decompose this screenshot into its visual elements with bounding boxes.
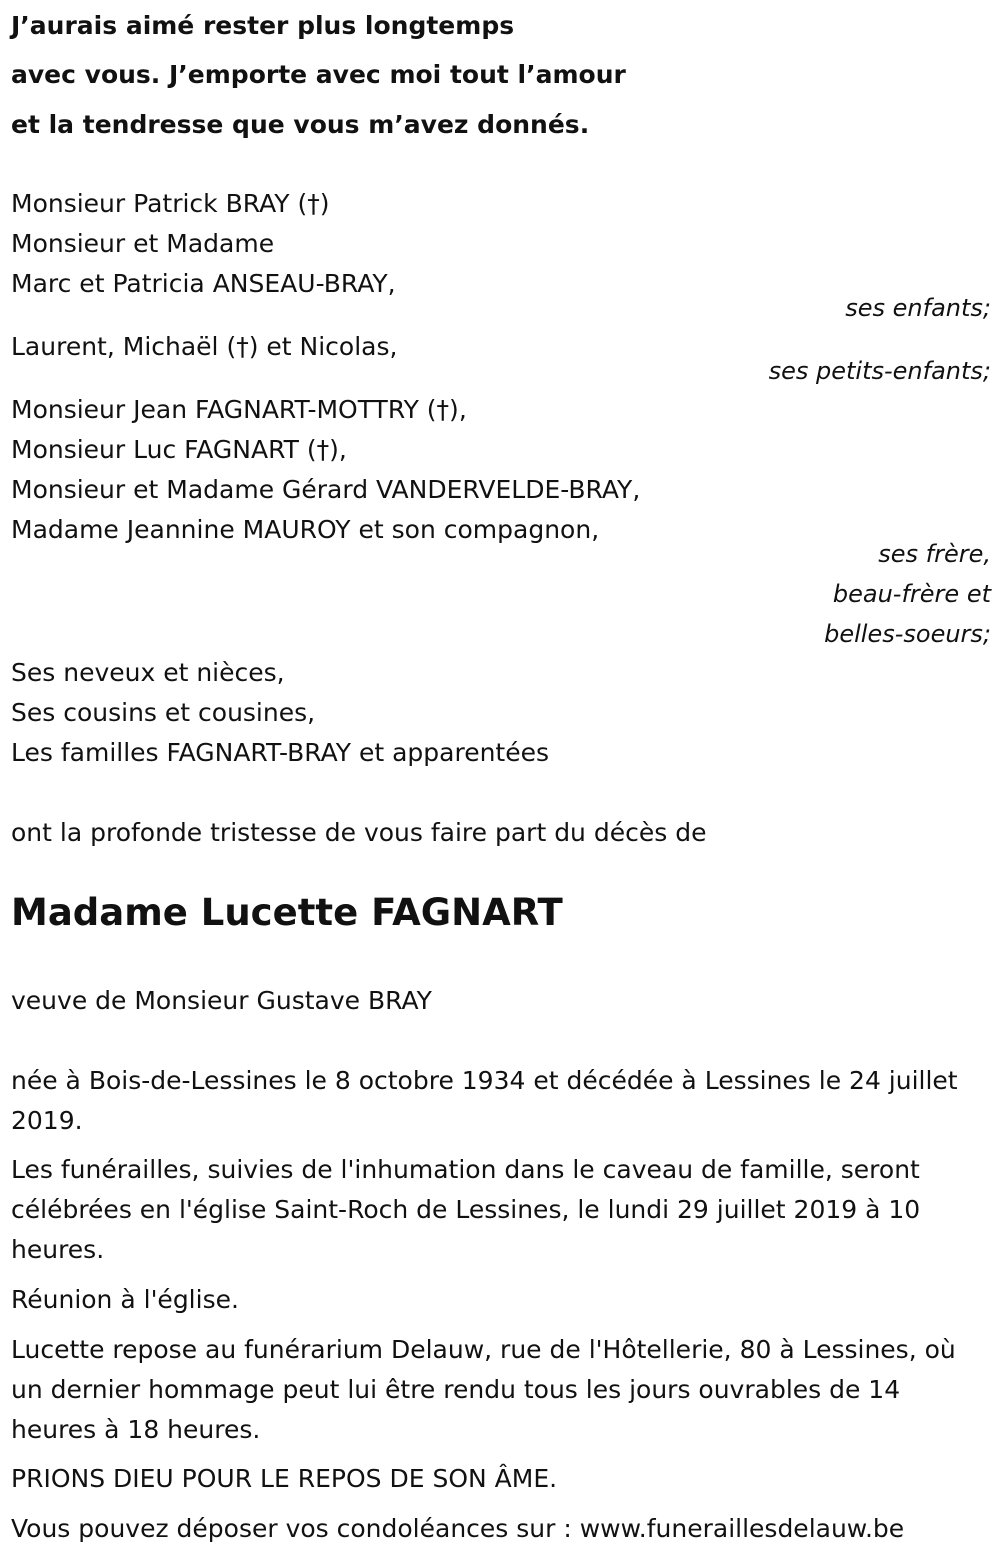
siblings-line-4: Madame Jeannine MAUROY et son compagnon, — [11, 515, 600, 544]
quote-line-2: avec vous. J’emporte avec moi tout l’amour — [11, 60, 626, 89]
prayer-text: PRIONS DIEU POUR LE REPOS DE SON ÂME. — [11, 1464, 558, 1493]
children-line-2: Monsieur et Madame — [11, 229, 275, 258]
siblings-role-1: ses frère, — [878, 540, 991, 568]
relatives-line-3: Les familles FAGNART-BRAY et apparentées — [11, 738, 550, 767]
grandchildren-role: ses petits-enfants; — [768, 357, 991, 385]
children-line-3: Marc et Patricia ANSEAU-BRAY, — [11, 269, 396, 298]
deceased-name: Madame Lucette FAGNART — [11, 891, 563, 934]
obituary-notice — [11, 0, 991, 1564]
rest-text: Lucette repose au funérarium Delauw, rue de l'Hôtellerie, 80 à Lessines, où un dernier hommage peut lui être rendu tous les jours ouvrables de 14 heures à 18 heures. — [11, 1335, 956, 1444]
siblings-line-3: Monsieur et Madame Gérard VANDERVELDE-BRAY, — [11, 475, 641, 504]
siblings-role-3: belles-soeurs; — [824, 620, 991, 648]
birth-death-text: née à Bois-de-Lessines le 8 octobre 1934 et décédée à Lessines le 24 juillet 2019. — [11, 1066, 958, 1135]
children-line-1: Monsieur Patrick BRAY (†) — [11, 189, 330, 218]
announcement-text: ont la profonde tristesse de vous faire part du décès de — [11, 818, 707, 847]
relatives-line-1: Ses neveux et nièces, — [11, 658, 285, 687]
grandchildren-line-1: Laurent, Michaël (†) et Nicolas, — [11, 332, 398, 361]
widow-of-text: veuve de Monsieur Gustave BRAY — [11, 986, 432, 1015]
quote-line-3: et la tendresse que vous m’avez donnés. — [11, 110, 590, 139]
siblings-line-2: Monsieur Luc FAGNART (†), — [11, 435, 347, 464]
meeting-text: Réunion à l'église. — [11, 1285, 239, 1314]
quote-line-1: J’aurais aimé rester plus longtemps — [11, 11, 515, 40]
children-role: ses enfants; — [845, 294, 991, 322]
siblings-role-2: beau-frère et — [832, 580, 991, 608]
siblings-line-1: Monsieur Jean FAGNART-MOTTRY (†), — [11, 395, 467, 424]
relatives-line-2: Ses cousins et cousines, — [11, 698, 316, 727]
condolences-text: Vous pouvez déposer vos condoléances sur : www.funeraillesdelauw.be — [11, 1514, 905, 1543]
funeral-text: Les funérailles, suivies de l'inhumation dans le caveau de famille, seront célébrées en l'église Saint-Roch de Lessines, le lundi 29 juillet 2019 à 10 heures. — [11, 1155, 921, 1264]
